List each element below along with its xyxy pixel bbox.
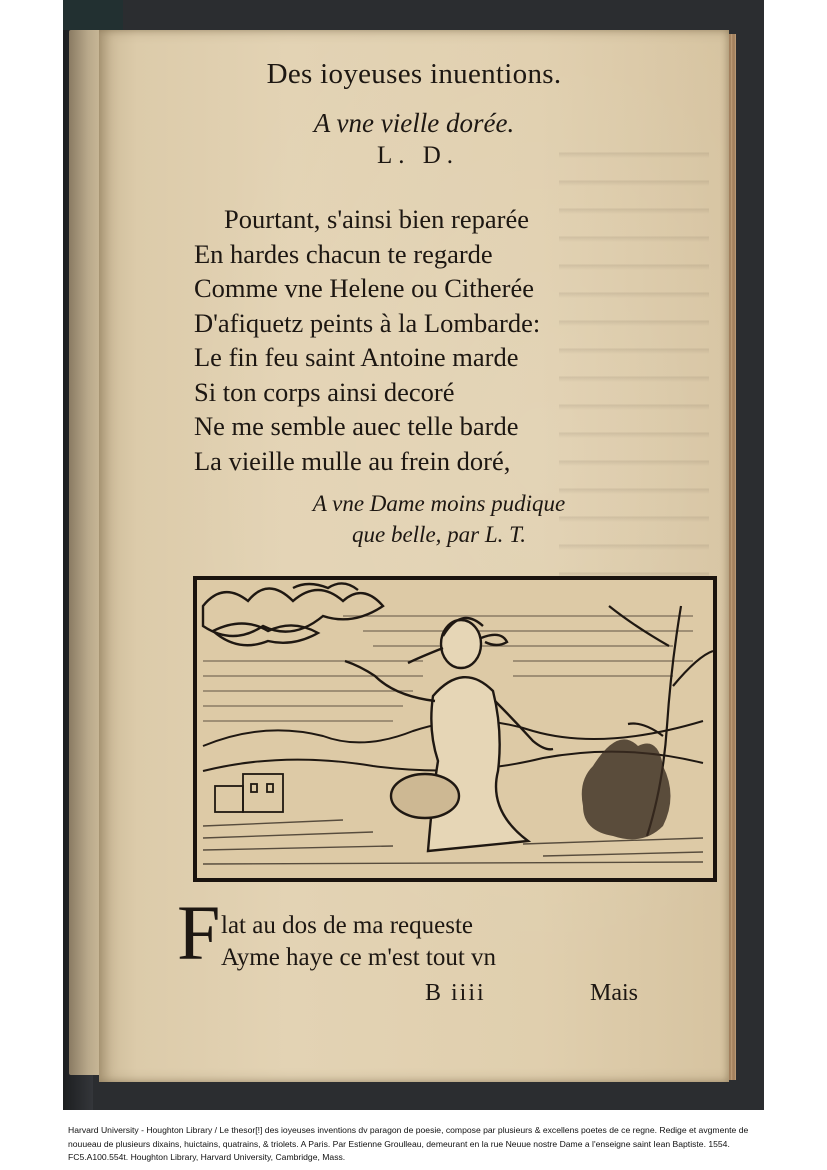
- verse-line: Pourtant, s'ainsi bien reparée: [224, 204, 530, 234]
- poem2-title-line: A vne Dame moins pudique: [312, 491, 566, 516]
- spine-top: [63, 0, 123, 30]
- signature-mark: B iiii: [425, 980, 486, 1006]
- image-caption: Harvard University - Houghton Library / Le thesor[!] des ioyeuses inventions dv paragon de poesie, compose par plusieurs & excellens poetes de ce regne. Redige et avgmente de nouueau de plusieurs dixains, huictains, quatrains, & triolets. A Paris. Par Estienne Groulleau, demeurant en la rue Neuue nostre Dame a l'enseigne saint Iean Baptiste. 1554. FC5.A100.554t. Houghton Library, Harvard University, Cambridge, Mass.: [68, 1125, 749, 1163]
- poem2-verse: [221, 910, 496, 974]
- poem1-verse: [194, 202, 540, 478]
- verse-line: D'afiquetz peints à la Lombarde:: [194, 307, 541, 338]
- book-scan: [63, 0, 764, 1110]
- verse-line: Ne me semble auec telle barde: [194, 411, 519, 441]
- poem2-title-line: que belle, par L. T.: [352, 522, 526, 547]
- verse-line: Comme vne Helene ou Citherée: [194, 273, 534, 303]
- verse-line: lat au dos de ma requeste: [221, 912, 473, 939]
- verse-line: Le fin feu saint Antoine marde: [194, 342, 519, 372]
- drop-cap: F: [177, 889, 221, 976]
- running-head: Des ioyeuses inuentions.: [266, 58, 562, 90]
- verse-line: La vieille mulle au frein doré,: [194, 445, 511, 476]
- catchword: Mais: [590, 980, 638, 1006]
- verse-line: En hardes chacun te regarde: [194, 238, 493, 269]
- woodcut-illustration: [193, 576, 717, 882]
- verse-line: Si ton corps ainsi decoré: [194, 376, 455, 407]
- poem1-author: L. D.: [376, 142, 460, 169]
- poem2-title: [99, 488, 729, 550]
- poem1-title: A vne vielle dorée.: [313, 108, 515, 138]
- book-page: [99, 30, 729, 1082]
- verse-line: Ayme haye ce m'est tout vn: [221, 944, 497, 971]
- previous-page-edge: [69, 30, 101, 1075]
